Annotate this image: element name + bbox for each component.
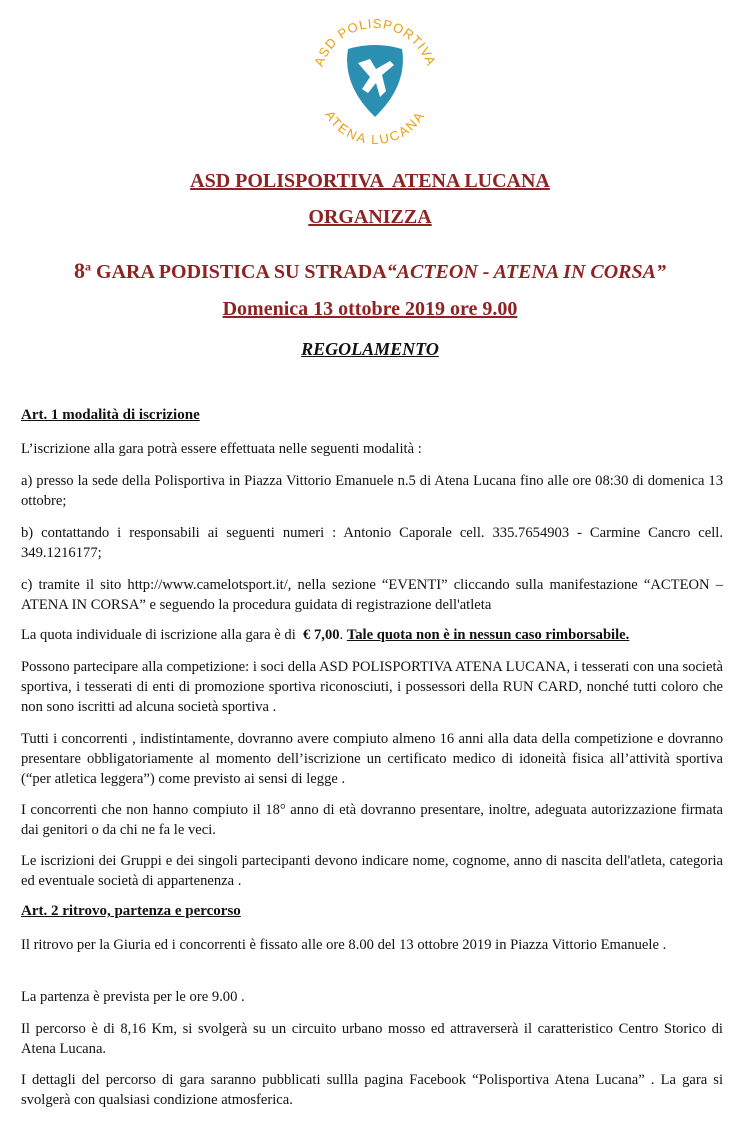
logo-ring-text-bottom: ATENA LUCANA bbox=[322, 107, 428, 148]
race-name: “ACTEON - ATENA IN CORSA” bbox=[386, 261, 666, 283]
art1-participants: Possono partecipare alla competizione: i soci della ASD POLISPORTIVA ATENA LUCANA, i tesserati con una società sportiva, i tesserati di enti di promozione sportiva riconosciuti, i possessori della RUN CARD, nonché tutti coloro che non sono iscritti ad alcuna società sportiva . bbox=[21, 659, 723, 715]
fee-note: Tale quota non è in nessun caso rimborsabile. bbox=[346, 627, 630, 643]
art1-item-a: a) presso la sede della Polisportiva in Piazza Vittorio Emanuele n.5 di Atena Lucana fino alle ore 08:30 di domenica 13 ottobre; bbox=[21, 473, 723, 509]
art2-meeting: Il ritrovo per la Giuria ed i concorrenti è fissato alle ore 8.00 del 13 ottobre 2019 in Piazza Vittorio Emanuele . bbox=[21, 937, 667, 953]
fee-amount: € 7,00 bbox=[303, 627, 340, 643]
race-prefix: GARA PODISTICA SU STRADA bbox=[91, 261, 387, 283]
art1-heading: Art. 1 modalità di iscrizione bbox=[21, 407, 200, 423]
art1-item-b: b) contattando i responsabili ai seguenti numeri : Antonio Caporale cell. 335.7654903 - Carmine Cancro cell. 349.1216177; bbox=[21, 525, 723, 561]
fee-text: La quota individuale di iscrizione alla gara è di bbox=[21, 627, 304, 643]
shield-icon bbox=[347, 45, 403, 117]
organizza-heading: ORGANIZZA bbox=[308, 206, 432, 228]
race-title bbox=[0, 258, 740, 284]
race-date: Domenica 13 ottobre 2019 ore 9.00 bbox=[222, 298, 518, 320]
art1-age-rule: Tutti i concorrenti , indistintamente, dovranno avere compiuto almeno 16 anni alla data della competizione e dovranno presentare obbligatoriamente al momento dell’iscrizione un certificato medico di idoneità fisica all’attività sportiva (“per atletica leggera”) come previsto ai sensi di legge . bbox=[21, 731, 723, 787]
regolamento-heading: REGOLAMENTO bbox=[301, 339, 439, 359]
art2-start: La partenza è prevista per le ore 9.00 . bbox=[21, 989, 245, 1005]
art1-minors: I concorrenti che non hanno compiuto il 18° anno di età dovranno presentare, inoltre, adeguata autorizzazione firmata dai genitori o da chi ne fa le veci. bbox=[21, 802, 723, 838]
art2-details: I dettagli del percorso di gara saranno pubblicati sullla pagina Facebook “Polisportiva Atena Lucana” . La gara si svolgerà con qualsiasi condizione atmosferica. bbox=[21, 1072, 723, 1108]
art2-heading: Art. 2 ritrovo, partenza e percorso bbox=[21, 903, 241, 919]
race-number: 8 bbox=[74, 258, 86, 283]
race-superscript: a bbox=[85, 259, 92, 274]
logo-ring-text-top: ASD POLISPORTIVA bbox=[310, 15, 440, 69]
polisportiva-logo bbox=[300, 5, 450, 155]
art1-item-c: c) tramite il sito http://www.camelotsport.it/, nella sezione “EVENTI” cliccando sulla manifestazione “ACTEON – ATENA IN CORSA” e seguendo la procedura guidata di registrazione dell'atleta bbox=[21, 577, 723, 613]
fee-separator: . bbox=[339, 627, 347, 643]
organization-title: ASD POLISPORTIVA ATENA LUCANA bbox=[190, 170, 550, 192]
art1-fee bbox=[21, 625, 723, 645]
art1-groups: Le iscrizioni dei Gruppi e dei singoli partecipanti devono indicare nome, cognome, anno di nascita dell'atleta, categoria ed eventuale società di appartenenza . bbox=[21, 853, 723, 889]
art2-course: Il percorso è di 8,16 Km, si svolgerà su un circuito urbano mosso ed attraverserà il caratteristico Centro Storico di Atena Lucana. bbox=[21, 1021, 723, 1057]
art1-intro: L’iscrizione alla gara potrà essere effettuata nelle seguenti modalità : bbox=[21, 441, 422, 457]
